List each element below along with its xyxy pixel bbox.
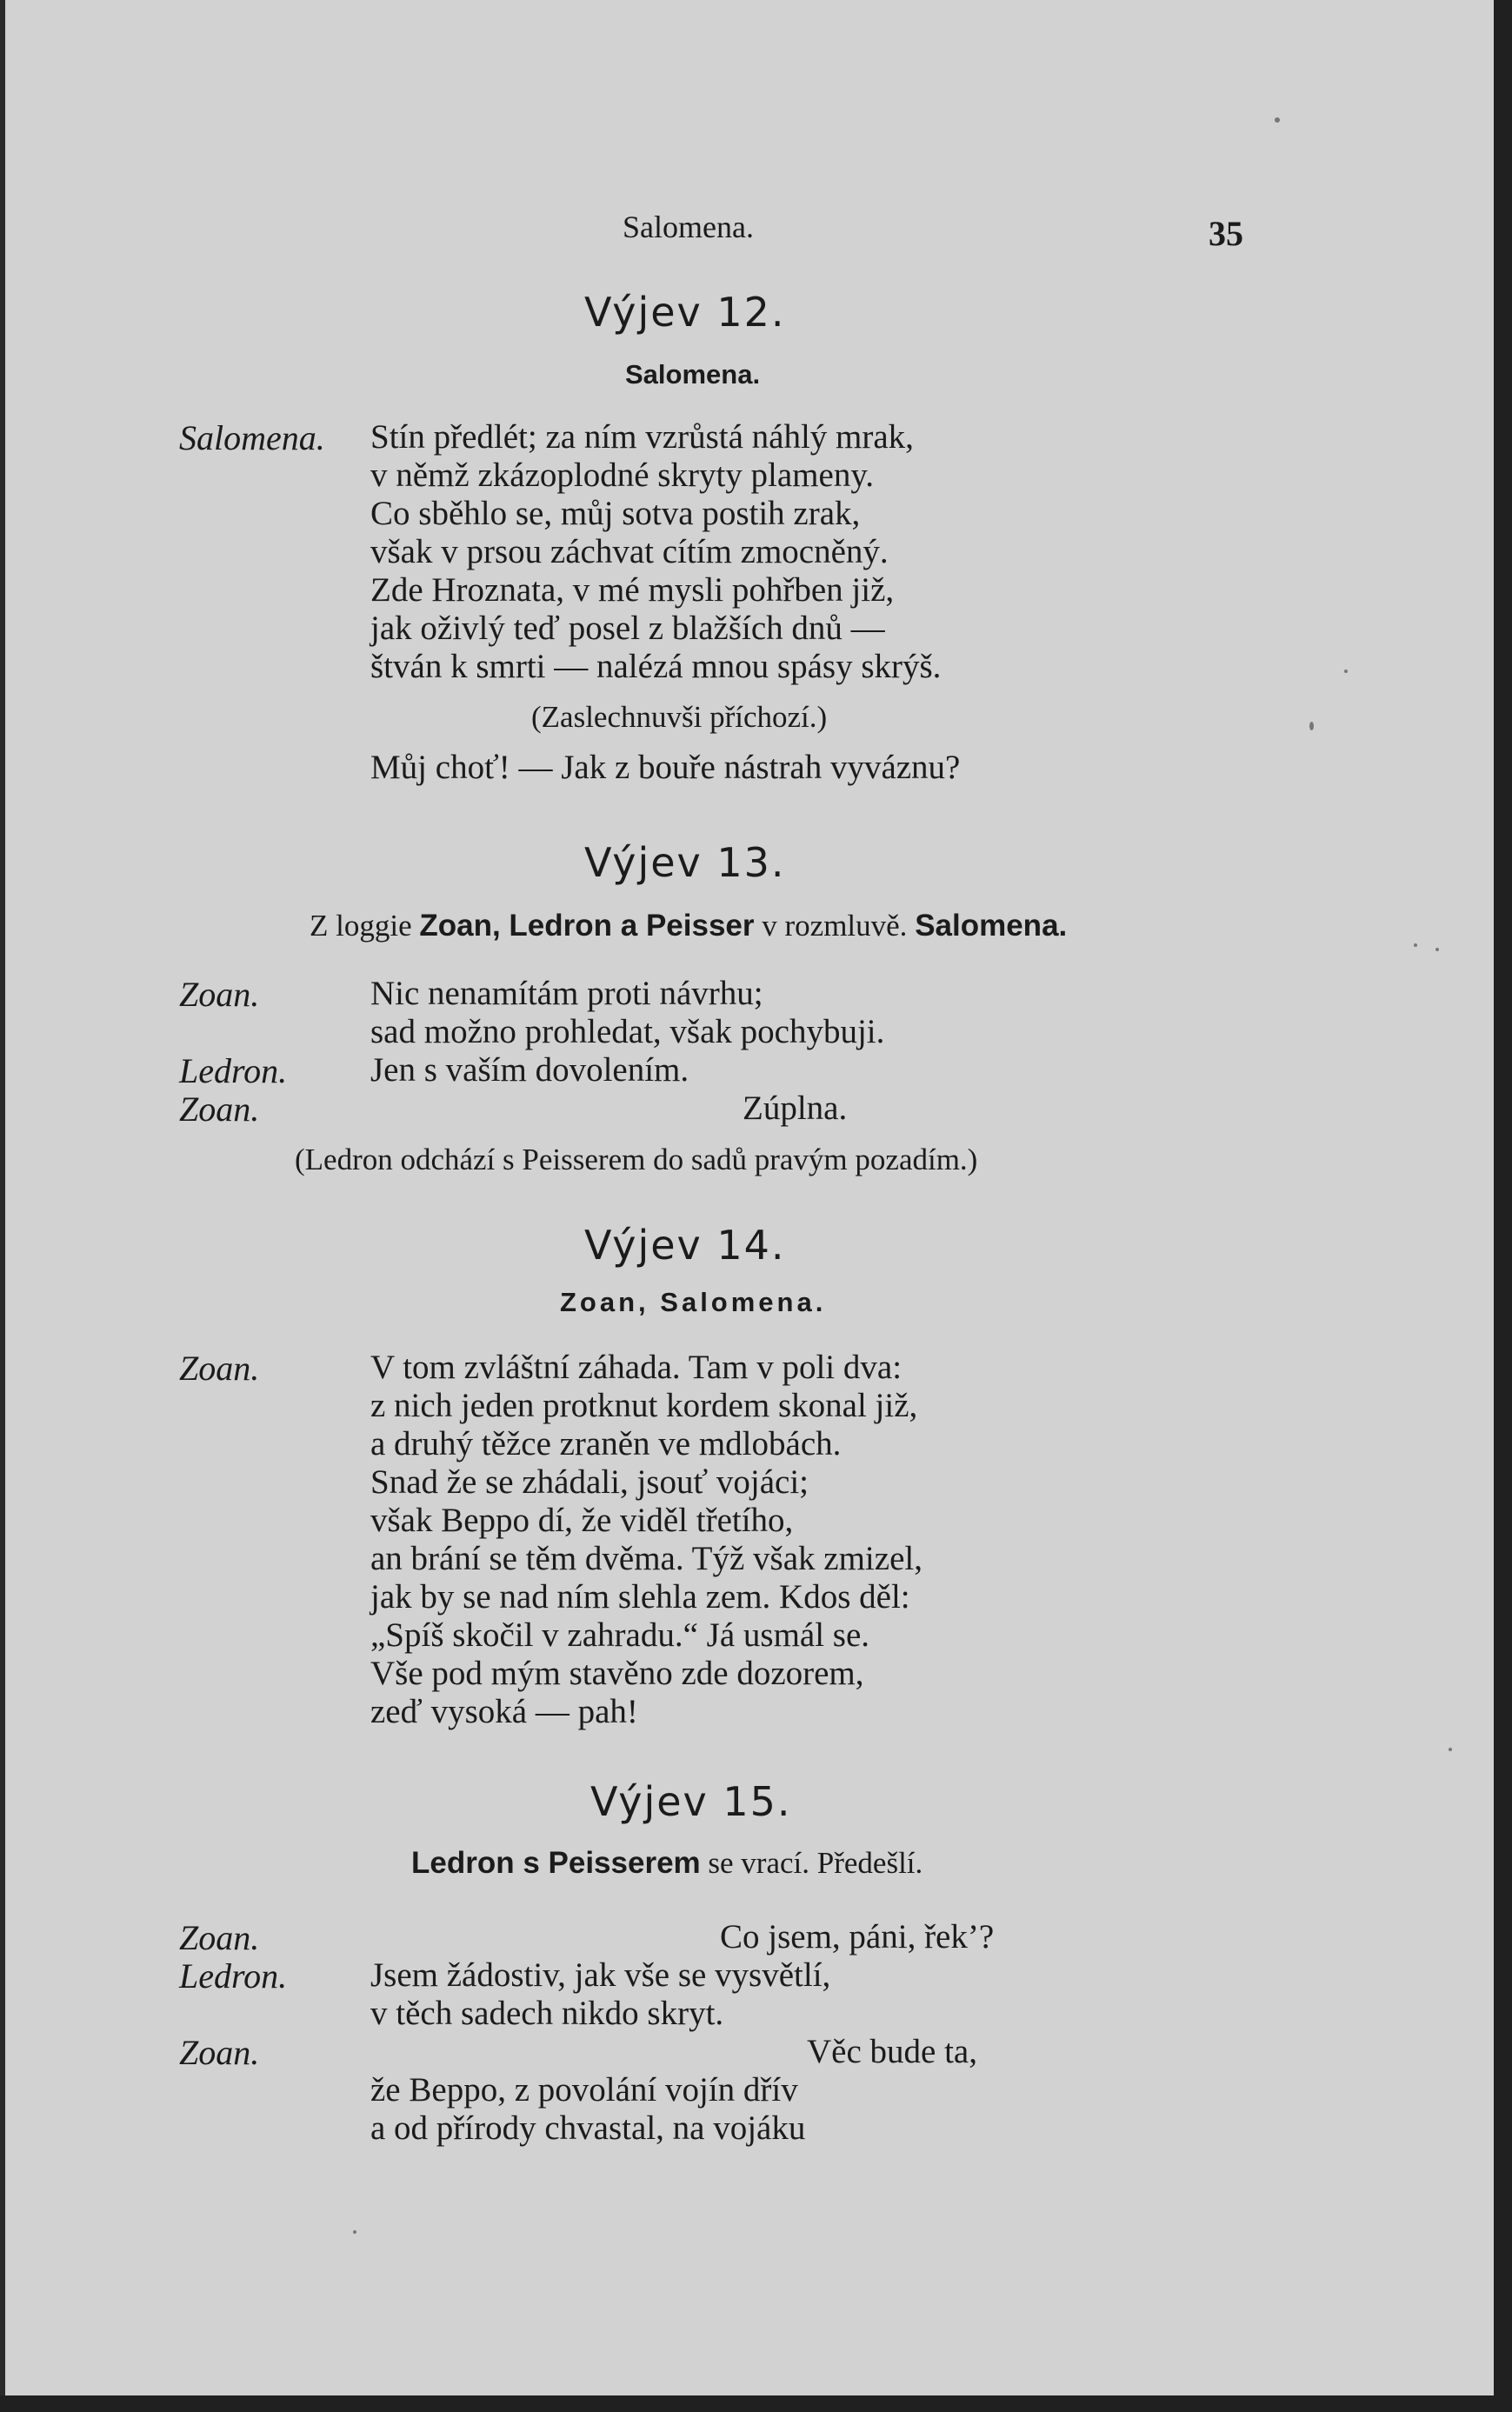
scene-12-heading: Výjev 12.: [584, 289, 786, 336]
verse-line: sad možno prohledat, však pochybuji.: [370, 1013, 885, 1050]
verse-line: však Beppo dí, že viděl třetího,: [370, 1502, 794, 1539]
verse-line: jak oživlý teď posel z blažších dnů —: [370, 610, 885, 647]
verse-line: Věc bude ta,: [807, 2033, 977, 2070]
verse-line: jak by se nad ním slehla zem. Kdos děl:: [370, 1578, 910, 1616]
speaker-label: Zoan.: [179, 1089, 260, 1129]
scene-12-characters: Salomena.: [625, 359, 761, 390]
stage-direction: (Ledron odchází s Peisserem do sadů pravým pozadím.): [295, 1143, 978, 1176]
verse-line: štván k smrti — nalézá mnou spásy skrýš.: [370, 648, 942, 685]
scene-15-intro: [411, 1846, 923, 1881]
verse-line: Vše pod mým stavěno zde dozorem,: [370, 1655, 864, 1692]
page-number: 35: [1209, 214, 1243, 253]
verse-line: Co jsem, páni, řek’?: [720, 1918, 995, 1956]
intro-text: se vrací. Předešlí.: [708, 1846, 923, 1880]
scan-border-right: [1494, 0, 1512, 2412]
verse-line: v němž zkázoplodné skryty plameny.: [370, 456, 875, 494]
verse-line: Můj choť! — Jak z bouře nástrah vyváznu?: [370, 749, 961, 786]
speaker-label: Zoan.: [179, 1918, 260, 1957]
verse-line: Zde Hroznata, v mé mysli pohřben již,: [370, 571, 895, 609]
verse-line: že Beppo, z povolání vojín dřív: [370, 2071, 798, 2109]
verse-line: a druhý těžce zraněn ve mdlobách.: [370, 1425, 842, 1463]
scan-speck: [1275, 117, 1280, 123]
verse-line: an brání se těm dvěma. Týž však zmizel,: [370, 1540, 923, 1577]
scene-13-heading: Výjev 13.: [584, 839, 786, 886]
intro-characters: Ledron s Peisserem: [411, 1846, 701, 1880]
stage-direction: (Zaslechnuvši příchozí.): [531, 700, 828, 734]
speaker-label: Zoan.: [179, 1349, 260, 1388]
verse-line: „Spíš skočil v zahradu.“ Já usmál se.: [370, 1616, 870, 1654]
verse-line: zeď vysoká — pah!: [370, 1693, 638, 1730]
verse-line: Zúplna.: [743, 1089, 848, 1127]
verse-line: Jsem žádostiv, jak vše se vysvětlí,: [370, 1956, 831, 1994]
book-page: [5, 0, 1494, 2395]
scan-speck: [1309, 722, 1314, 730]
speaker-label: Zoan.: [179, 975, 260, 1014]
verse-line: Jen s vaším dovolením.: [370, 1051, 689, 1089]
scan-speck: [1344, 670, 1348, 673]
verse-line: Co sběhlo se, můj sotva postih zrak,: [370, 495, 861, 532]
verse-line: v těch sadech nikdo skryt.: [370, 1995, 724, 2032]
speaker-label: Salomena.: [179, 418, 325, 457]
verse-line: a od přírody chvastal, na vojáku: [370, 2109, 806, 2147]
scene-14-characters: Zoan, Salomena.: [560, 1287, 827, 1317]
scan-border-bottom: [0, 2395, 1512, 2412]
verse-line: však v prsou záchvat cítím zmocněný.: [370, 533, 889, 570]
speaker-label: Ledron.: [179, 1051, 288, 1090]
verse-line: z nich jeden protknut kordem skonal již,: [370, 1387, 918, 1424]
scene-15-heading: Výjev 15.: [590, 1778, 792, 1825]
scene-14-heading: Výjev 14.: [584, 1222, 786, 1269]
verse-line: V tom zvláštní záhada. Tam v poli dva:: [370, 1349, 903, 1386]
intro-characters: Salomena.: [915, 909, 1068, 943]
verse-line: Nic nenamítám proti návrhu;: [370, 975, 763, 1012]
scan-speck: [1435, 948, 1439, 951]
intro-characters: Zoan, Ledron a Peisser: [419, 909, 755, 943]
speaker-label: Zoan.: [179, 2033, 260, 2072]
scan-speck: [1414, 943, 1417, 947]
scan-speck: [353, 2230, 356, 2234]
verse-line: Snad že se zhádali, jsouť vojáci;: [370, 1463, 809, 1501]
verse-line: Stín předlét; za ním vzrůstá náhlý mrak,: [370, 418, 914, 456]
scene-13-intro: [310, 909, 1067, 943]
intro-text: v rozmluvě.: [762, 909, 908, 943]
intro-text: Z loggie: [310, 909, 412, 943]
speaker-label: Ledron.: [179, 1956, 288, 1996]
scan-speck: [1449, 1748, 1452, 1751]
running-header-title: Salomena.: [623, 210, 754, 244]
